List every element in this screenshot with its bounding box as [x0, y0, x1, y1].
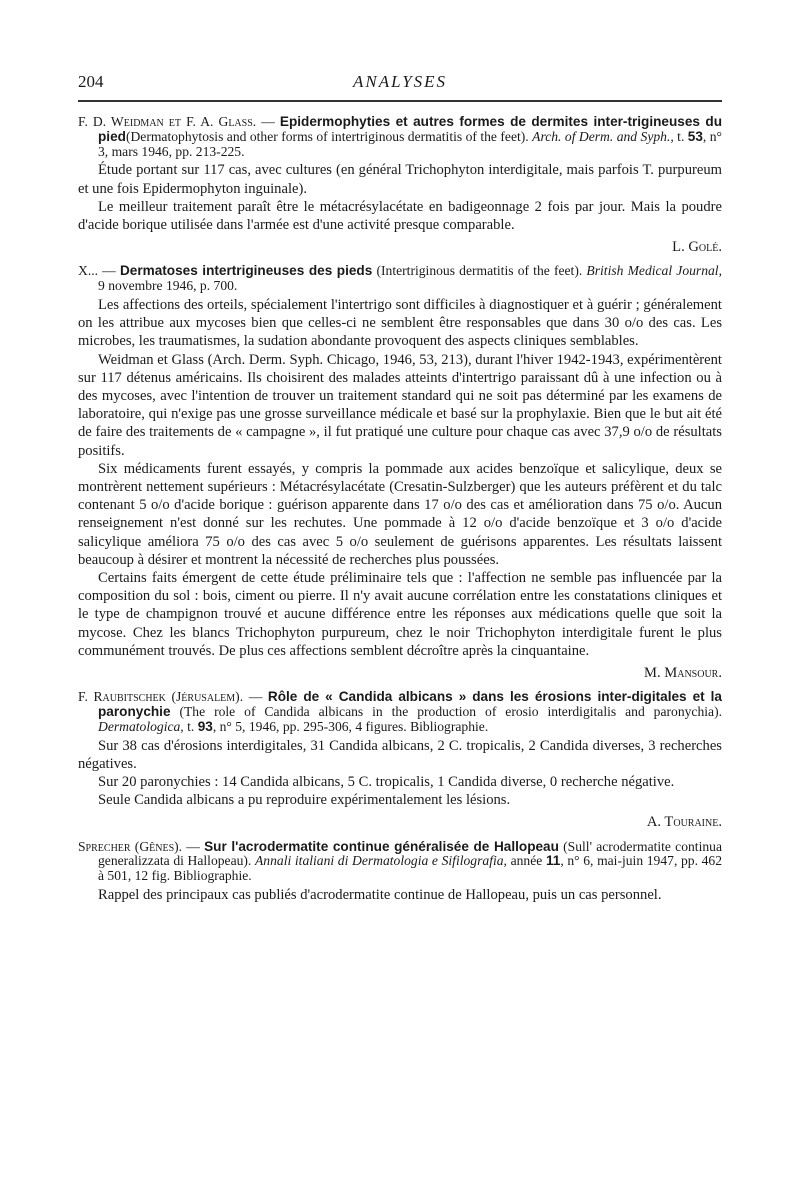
citation-authors: F. Raubitschek (Jérusalem). — [78, 689, 244, 705]
citation-volume: 53 — [687, 128, 703, 144]
citation — [78, 264, 722, 294]
citation-journal: British Medical Journal, — [586, 263, 722, 279]
citation-title: Dermatoses intertrigineuses des pieds — [119, 263, 373, 279]
article-body — [78, 115, 722, 904]
citation-authors: Sprecher (Gênes). — [78, 838, 183, 854]
citation-vol-prefix: année — [506, 853, 546, 869]
paragraph: Seule Candida albicans a pu reproduire expérimentalement les lésions. — [98, 792, 511, 809]
citation-dash: — — [243, 689, 268, 705]
running-title: ANALYSES — [352, 72, 448, 91]
citation-details: 9 novembre 1946, p. 700. — [98, 278, 238, 294]
citation-journal: Dermatologica, — [98, 718, 184, 734]
review-entry — [78, 690, 722, 831]
citation-journal: Annali italiani di Dermatologia e Sifilografia, — [255, 853, 507, 869]
review-entry — [78, 115, 722, 256]
page-number: 204 — [78, 72, 104, 91]
citation-translation: (The role of Candida albicans in the production of erosio interdigitalis and paronychia). — [170, 704, 722, 720]
paragraph: Le meilleur traitement paraît être le métacrésylacétate en badigeonnage 2 fois par jour. Mais la poudre d'acide borique utilisée dans l'armée est d'une activité presque comparable. — [78, 198, 722, 233]
citation-translation: (Dermatophytosis and other forms of intertriginous dermatitis of the feet). — [125, 128, 529, 144]
citation-details: , n° 3, mars 1946, pp. 213-225. — [98, 128, 722, 159]
citation-details: , n° 6, mai-juin 1947, pp. 462 à 501, 12 fig. Bibliographie. — [98, 853, 723, 884]
paragraph: Weidman et Glass (Arch. Derm. Syph. Chicago, 1946, 53, 213), durant l'hiver 1942-1943, expérimentèrent sur 117 détenus américains. Ils choisirent des malades atteints d'intertrigo paraissant dû à une infection ou à des mycoses, avec l'intention de trouver un traitement standard qui ne soit pas déterminé par les examens de laboratoire, qui n'exige pas une grosse surveillance médicale et basé sur la prophylaxie. Bien que le but ait été de faire des traitements de « campagne », il fut pratiqué une culture pour chaque cas avec 37,9 o/o de résultats positifs. — [78, 351, 722, 459]
citation-vol-prefix: t. — [673, 128, 688, 144]
paragraph: Sur 20 paronychies : 14 Candida albicans, 5 C. tropicalis, 1 Candida diverse, 0 recherche négative. — [98, 774, 675, 791]
reviewer-signature: L. Golé. — [672, 239, 722, 256]
citation — [78, 840, 722, 884]
citation-journal: Arch. of Derm. and Syph., — [532, 128, 674, 144]
citation-translation: (Sull' acrodermatite continua generalizzata di Hallopeau). — [98, 838, 722, 869]
paragraph: Sur 38 cas d'érosions interdigitales, 31 Candida albicans, 2 C. tropicalis, 2 Candida diverses, 3 recherches négatives. — [78, 737, 722, 772]
citation-dash: — — [98, 263, 120, 279]
citation-title: Epidermophyties et autres formes de dermites inter-trigineuses du pied — [98, 114, 722, 144]
citation-dash: — — [256, 114, 280, 129]
citation-vol-prefix: t. — [183, 718, 198, 734]
header-rule — [78, 100, 722, 102]
review-entry — [78, 264, 722, 682]
citation-dash: — — [182, 838, 205, 854]
citation-volume: 93 — [197, 718, 213, 734]
reviewer-signature: M. Mansour. — [643, 665, 722, 682]
review-entry — [78, 840, 722, 905]
citation-title: Sur l'acrodermatite continue généralisée de Hallopeau — [204, 838, 559, 854]
reviewer-signature: A. Touraine. — [646, 814, 722, 831]
page-header — [78, 72, 722, 94]
paragraph: Certains faits émergent de cette étude préliminaire tels que : l'affection ne semble pas influencée par la composition du sol : bois, ciment ou pierre. Il n'y avait aucune corrélation entre les constatations cliniques et le type de champignon trouvé et aucune différence entre les réponses aux médications quelle que soit la mycose. Chez les blancs Trichophyton purpureum, chez le noir Trichophyton interdigitale furent le plus communément trouvés. De plus ces affections semblent décroître après la cinquantaine. — [78, 570, 722, 659]
citation-authors: X... — [78, 263, 99, 279]
paragraph: Rappel des principaux cas publiés d'acrodermatite continue de Hallopeau, puis un cas personnel. — [98, 887, 662, 904]
citation — [78, 115, 722, 159]
citation-details: , n° 5, 1946, pp. 295-306, 4 figures. Bibliographie. — [212, 718, 489, 734]
citation-authors: F. D. Weidman et F. A. Glass. — [78, 114, 257, 129]
paragraph: Les affections des orteils, spécialement l'intertrigo sont difficiles à diagnostiquer et à guérir ; généralement on les attribue aux mycoses bien que celles-ci ne semblent être responsables que dans 30 o/o des cas. Les microbes, les traumatismes, la sudation abondante provoquent des aspects cliniques semblables. — [78, 297, 722, 350]
paragraph: Six médicaments furent essayés, y compris la pommade aux acides benzoïque et salicylique, deux se montrèrent nettement supérieurs : Métacrésylacétate (Cresatin-Sulzberger) que les auteurs préfèrent et du talc contenant 5 o/o d'acide borique : guérison apparente dans 17 o/o des cas et amélioration dans 75 o/o. Aucun renseignement n'est donné sur les rechutes. Une pommade à 12 o/o d'acide benzoïque et 3 o/o d'acide salicylique améliora 75 o/o des cas avec 5 o/o seulement de guérisons apparentes. Les résultats laissent beaucoup à désirer et montrent la nécessité de recherches plus poussées. — [78, 460, 722, 568]
citation-translation: (Intertriginous dermatitis of the feet). — [372, 263, 583, 279]
paragraph: Étude portant sur 117 cas, avec cultures (en général Trichophyton interdigitale, mais parfois T. purpureum et une fois Epidermophyton inguinale). — [78, 162, 722, 197]
citation-volume: 11 — [545, 853, 561, 869]
citation — [78, 690, 722, 734]
citation-title: Rôle de « Candida albicans » dans les érosions inter-digitales et la paronychie — [98, 689, 722, 720]
